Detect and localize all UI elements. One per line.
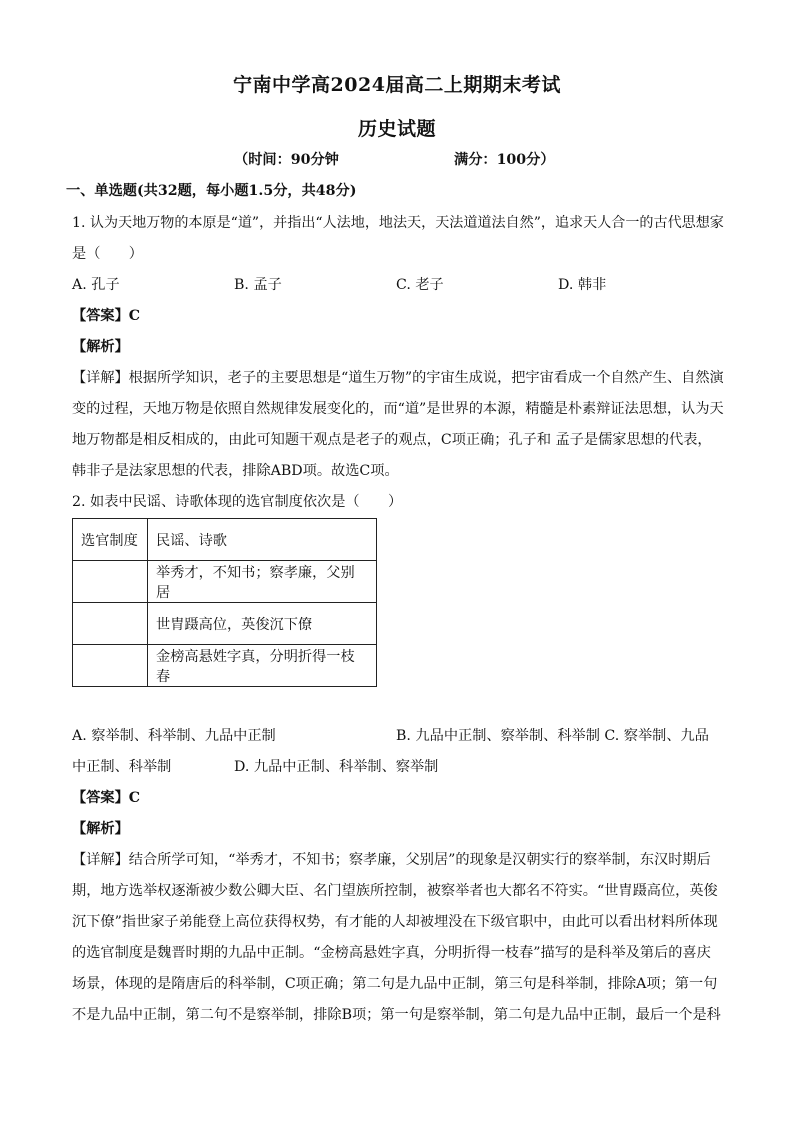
q1-answer: 【答案】C	[72, 308, 141, 324]
exam-score: 满分：100分）	[454, 152, 555, 168]
q1-analysis-label: 【解析】	[72, 339, 129, 355]
exam-time: （时间：90分钟	[234, 152, 339, 168]
q1-detail-line: 地万物都是相反相成的，由此可知题干观点是老子的观点，C项正确；孔子和 孟子是儒家思想的代表，	[72, 432, 712, 448]
q1-stem-line1: 1. 认为天地万物的本原是“道”，并指出“人法地，地法天，天法道道法自然”，追求天人合一的古代思想家	[72, 215, 724, 231]
section-heading: 一、单选题(共32题，每小题1.5分，共48分)	[66, 183, 357, 199]
q2-analysis-label: 【解析】	[72, 821, 129, 837]
table-row	[73, 645, 377, 687]
table-cell: 世胄蹑高位，英俊沉下僚	[148, 603, 377, 645]
table-cell	[73, 645, 148, 687]
table-header-row	[73, 519, 377, 561]
q2-option-a: A. 察举制、科举制、九品中正制	[72, 728, 276, 744]
q1-option-b: B. 孟子	[234, 277, 282, 293]
q1-option-c: C. 老子	[396, 277, 444, 293]
q1-stem-line2: 是（ ）	[72, 246, 143, 262]
q1-option-d: D. 韩非	[558, 277, 607, 293]
table-cell	[73, 603, 148, 645]
table-cell: 举秀才，不知书；察孝廉，父别居	[148, 561, 377, 603]
q2-detail-line: 【详解】结合所学可知，“举秀才，不知书；察孝廉，父别居”的现象是汉朝实行的察举制，东汉时期后	[72, 852, 711, 868]
table-cell	[73, 561, 148, 603]
q2-stem: 2. 如表中民谣、诗歌体现的选官制度依次是（ ）	[72, 494, 403, 510]
q1-detail-line: 韩非子是法家思想的代表，排除ABD项。故选C项。	[72, 463, 399, 479]
q2-detail-line: 不是九品中正制，第二句不是察举制，排除B项；第一句是察举制，第二句是九品中正制，最后一个是科	[72, 1007, 721, 1023]
q2-detail-line: 期，地方选举权逐渐被少数公卿大臣、名门望族所控制，被察举者也大都名不符实。“世胄蹑高位，英俊	[72, 883, 718, 899]
exam-title: 宁南中学高2024届高二上期期末考试	[233, 74, 561, 96]
q1-option-a: A. 孔子	[72, 277, 120, 293]
q1-detail-line: 【详解】根据所学知识，老子的主要思想是“道生万物”的宇宙生成说，把宇宙看成一个自然产生、自然演	[72, 370, 724, 386]
q2-option-c-cont: 中正制、科举制	[72, 759, 172, 775]
table-row	[73, 603, 377, 645]
q2-detail-line: 的选官制度是魏晋时期的九品中正制。“金榜高悬姓字真，分明折得一枝春”描写的是科举及第后的喜庆	[72, 945, 711, 961]
q2-option-b-c: B. 九品中正制、察举制、科举制 C. 察举制、九品	[396, 728, 709, 744]
table-cell: 金榜高悬姓字真，分明折得一枝春	[148, 645, 377, 687]
q2-option-d: D. 九品中正制、科举制、察举制	[234, 759, 439, 775]
table-header-cell: 选官制度	[73, 519, 148, 561]
subject-title: 历史试题	[357, 118, 436, 140]
q2-detail-line: 场景，体现的是隋唐后的科举制，C项正确；第二句是九品中正制，第三句是科举制，排除A项；第一句	[72, 976, 718, 992]
q2-detail-line: 沉下僚”指世家子弟能登上高位获得权势，有才能的人却被埋没在下级官职中，由此可以看出材料所体现	[72, 914, 718, 930]
table-header-cell: 民谣、诗歌	[148, 519, 377, 561]
q2-answer: 【答案】C	[72, 790, 141, 806]
q1-detail-line: 变的过程，天地万物是依照自然规律发展变化的，而“道”是世界的本源，精髓是朴素辩证法思想，认为天	[72, 401, 724, 417]
q2-table	[72, 518, 377, 687]
table-row	[73, 561, 377, 603]
